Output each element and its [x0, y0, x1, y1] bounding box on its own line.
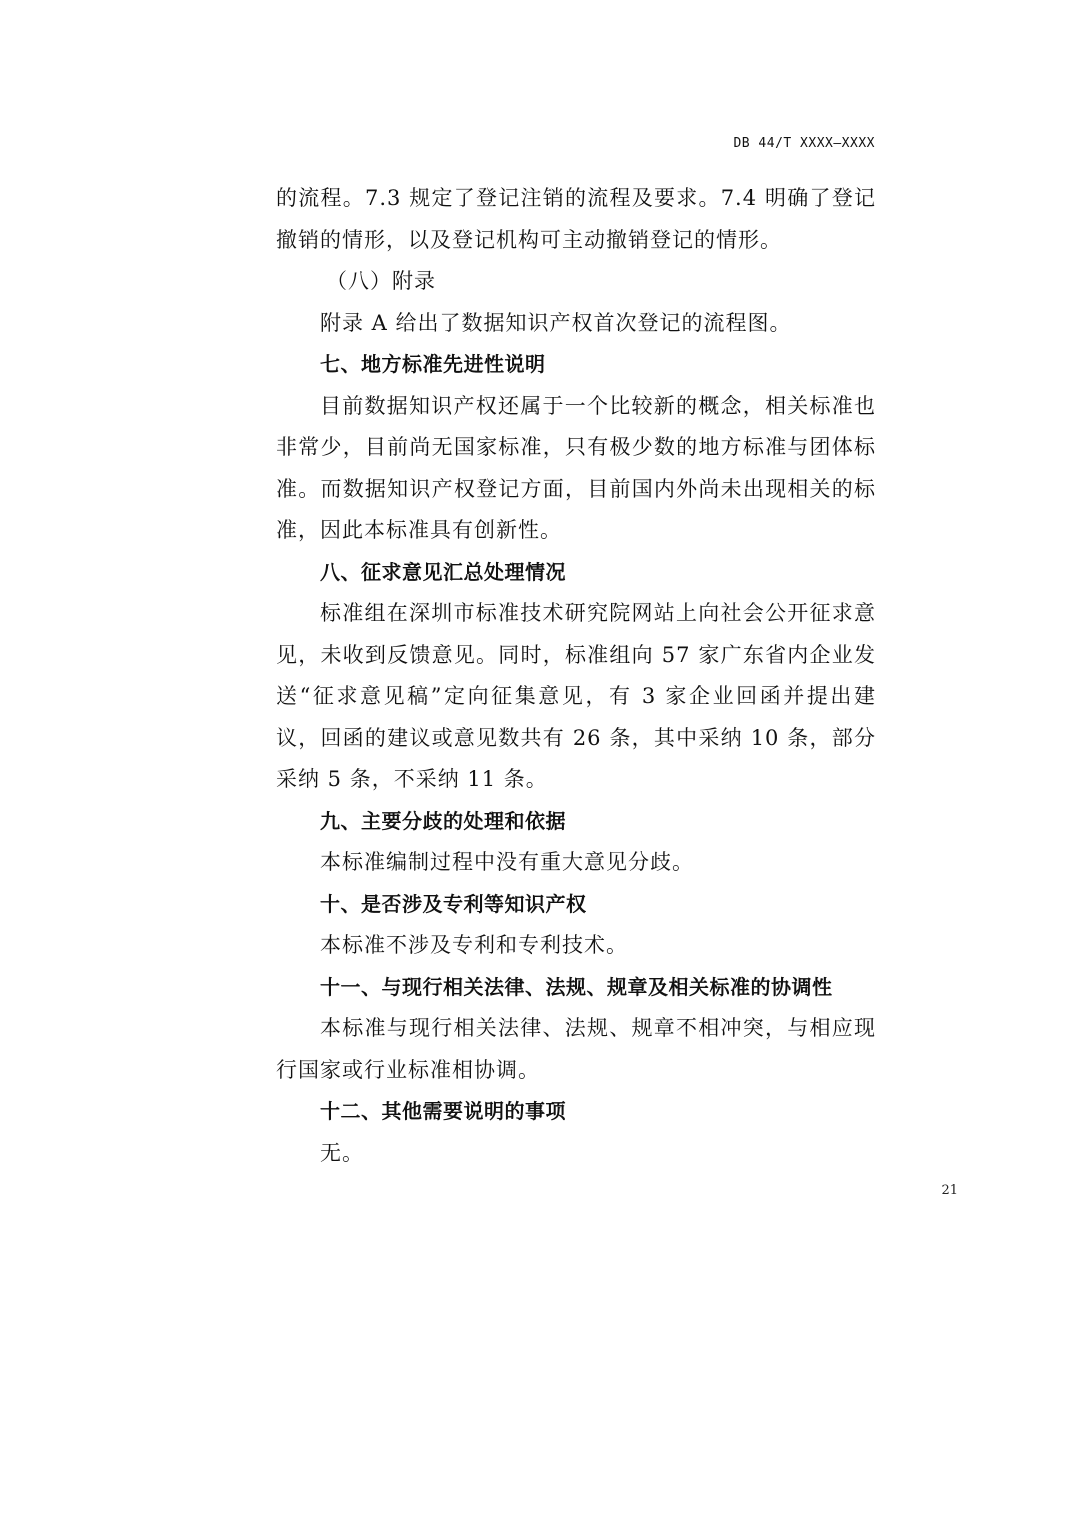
section-12-heading: 十二、其他需要说明的事项 — [320, 1099, 566, 1123]
section-11-heading: 十一、与现行相关法律、法规、规章及相关标准的协调性 — [320, 974, 833, 999]
paragraph-registration-flow: 的流程。7.3 规定了登记注销的流程及要求。7.4 明确了登记撤销的情形，以及登记机构可主动撤销登记的情形。 — [276, 186, 876, 252]
appendix-paragraph: 附录 A 给出了数据知识产权首次登记的流程图。 — [320, 310, 792, 335]
document-code: DB 44/T XXXX—XXXX — [733, 136, 875, 151]
document-body — [276, 178, 876, 1174]
section-7-paragraph: 目前数据知识产权还属于一个比较新的概念，相关标准也非常少，目前尚无国家标准，只有极少数的地方标准与团体标准。而数据知识产权登记方面，目前国内外尚未出现相关的标准，因此本标准具有创新性。 — [276, 393, 876, 542]
section-9-paragraph: 本标准编制过程中没有重大意见分歧。 — [320, 850, 694, 874]
section-9-heading: 九、主要分歧的处理和依据 — [320, 808, 566, 833]
appendix-subheading: （八）附录 — [326, 269, 436, 293]
page-number: 21 — [941, 1183, 958, 1198]
section-11-paragraph: 本标准与现行相关法律、法规、规章不相冲突，与相应现行国家或行业标准相协调。 — [276, 1016, 876, 1082]
section-12-paragraph: 无。 — [320, 1140, 364, 1165]
section-10-heading: 十、是否涉及专利等知识产权 — [320, 891, 587, 916]
section-8-paragraph: 标准组在深圳市标准技术研究院网站上向社会公开征求意见，未收到反馈意见。同时，标准组向 57 家广东省内企业发送“征求意见稿”定向征集意见，有 3 家企业回函并提出建议，回函的建议或意见数共有 26 条，其中采纳 10 条，部分采纳 5 条，不采纳 11 条。 — [276, 601, 876, 791]
section-8-heading: 八、征求意见汇总处理情况 — [320, 559, 566, 584]
section-10-paragraph: 本标准不涉及专利和专利技术。 — [320, 933, 628, 957]
section-7-heading: 七、地方标准先进性说明 — [320, 352, 546, 376]
